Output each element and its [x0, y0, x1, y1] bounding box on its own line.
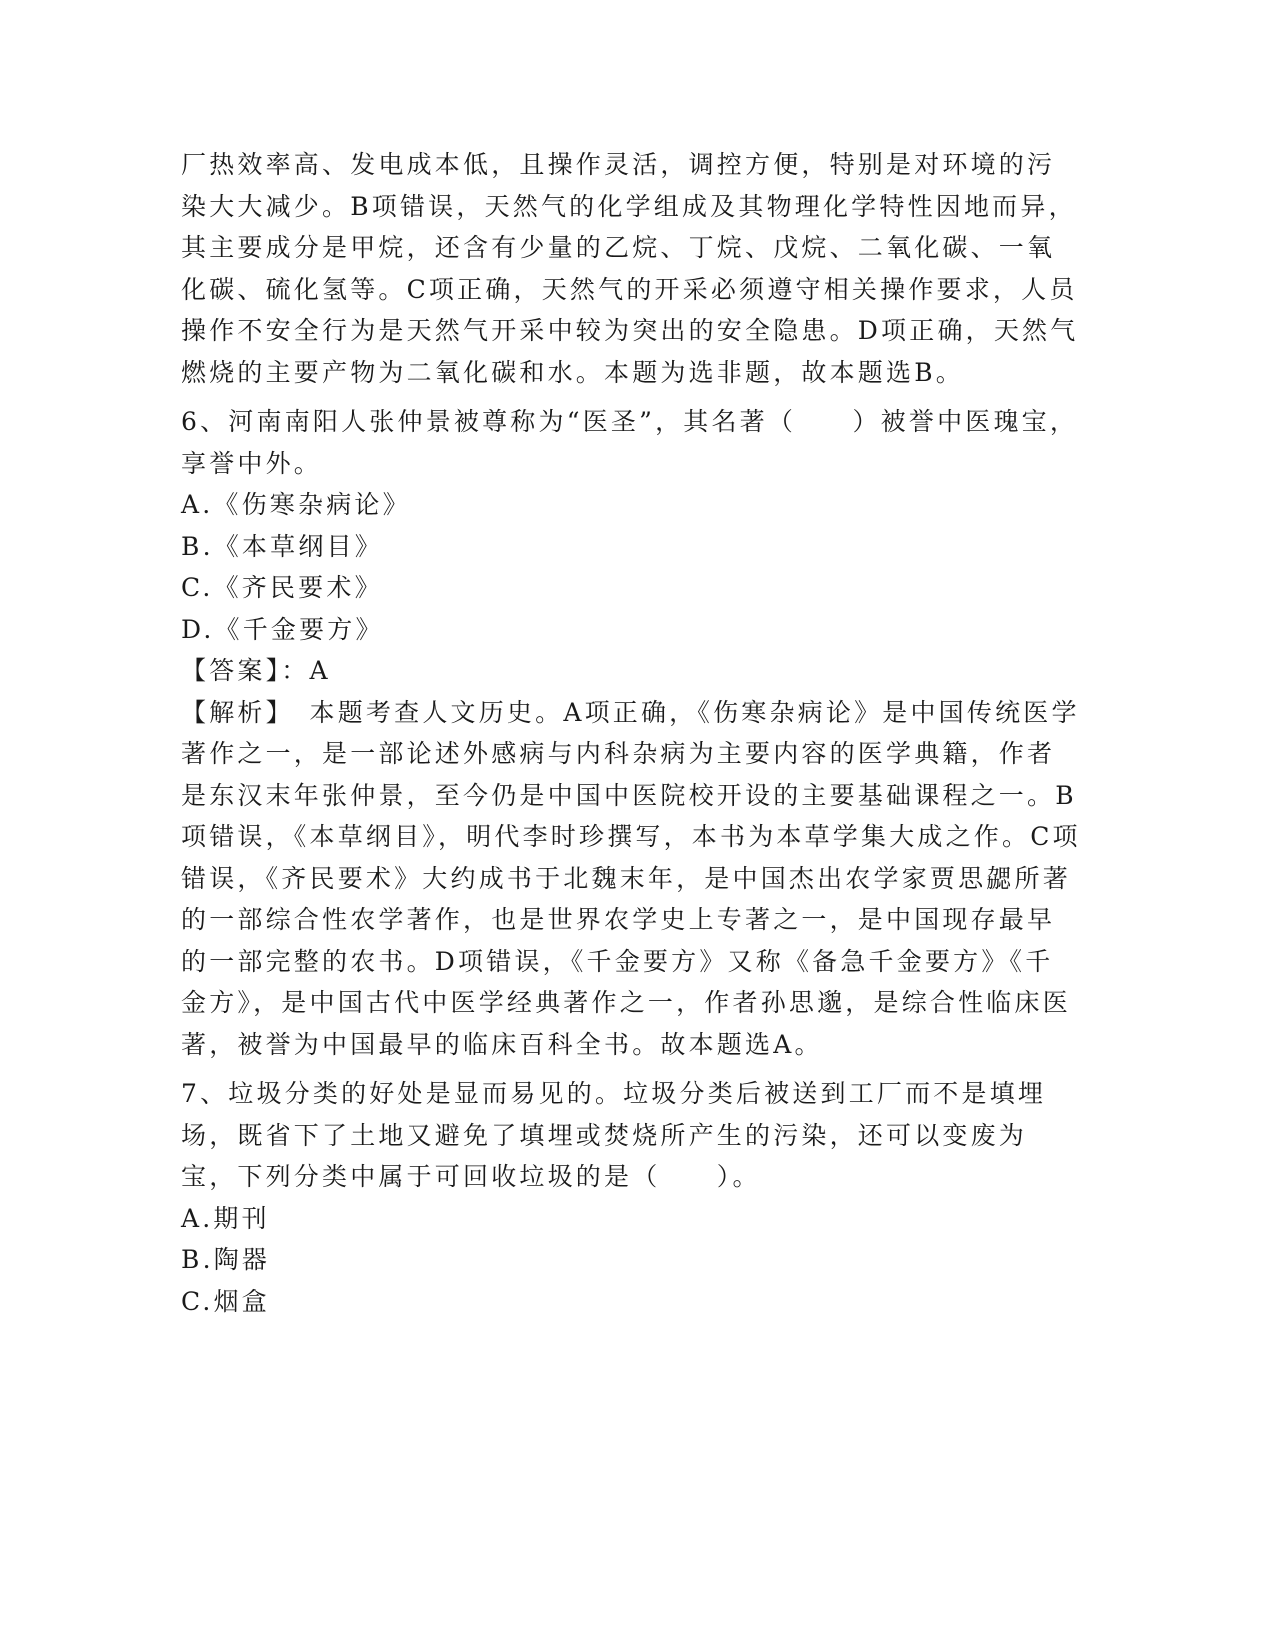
- question-7-option-c: C.烟盒: [181, 1286, 270, 1316]
- analysis-label: 【解析】: [181, 697, 282, 727]
- question-6-option-a: A.《伤寒杂病论》: [181, 490, 411, 519]
- answer-label: 【答案】：: [181, 656, 310, 685]
- question-6-answer: [181, 650, 1081, 692]
- analysis-text: 本题考查人文历史。A项正确，《伤寒杂病论》是中国传统医学著作之一，是一部论述外感病与内科杂病为主要内容的医学典籍，作者是东汉末年张仲景，至今仍是中国中医院校开设的主要基础课程之一。B项错误，《本草纲目》，明代李时珍撰写，本书为本草学集大成之作。C项错误，《齐民要术》大约成书于北魏末年，是中国杰出农学家贾思勰所著的一部综合性农学著作，也是世界农学史上专著之一，是中国现存最早的一部完整的农书。D项错误，《千金要方》又称《备急千金要方》《千金方》，是中国古代中医学经典著作之一，作者孙思邈，是综合性临床医著，被誉为中国最早的临床百科全书。故本题选A。: [181, 697, 1081, 1059]
- answer-value: A: [309, 656, 331, 685]
- question-6-option-b: B.《本草纲目》: [181, 531, 383, 561]
- question-6-stem: 6、河南南阳人张仲景被尊称为“医圣”，其名著（ ）被誉中医瑰宝，享誉中外。: [181, 407, 1079, 478]
- document-page: [181, 144, 1081, 1322]
- question-6-option-d: D.《千金要方》: [181, 614, 384, 644]
- question-6-analysis: [181, 692, 1081, 1066]
- spacer: [181, 1065, 1081, 1073]
- previous-explanation-text: 厂热效率高、发电成本低，且操作灵活，调控方便，特别是对环境的污染大大减少。B项错误，天然气的化学组成及其物理化学特性因地而异，其主要成分是甲烷，还含有少量的乙烷、丁烷、戊烷、二氧化碳、一氧化碳、硫化氢等。C项正确，天然气的开采必须遵守相关操作要求，人员操作不安全行为是天然气开采中较为突出的安全隐患。D项正确，天然气燃烧的主要产物为二氧化碳和水。本题为选非题，故本题选B。: [181, 150, 1079, 387]
- question-7-stem: 7、垃圾分类的好处是显而易见的。垃圾分类后被送到工厂而不是填埋场，既省下了土地又避免了填埋或焚烧所产生的污染，还可以变废为宝，下列分类中属于可回收垃圾的是（ ）。: [181, 1079, 1047, 1191]
- question-7-option-a: A.期刊: [181, 1203, 270, 1233]
- question-7-option-b: B.陶器: [181, 1245, 271, 1274]
- question-6-option-c: C.《齐民要术》: [181, 573, 383, 602]
- spacer: [181, 393, 1081, 401]
